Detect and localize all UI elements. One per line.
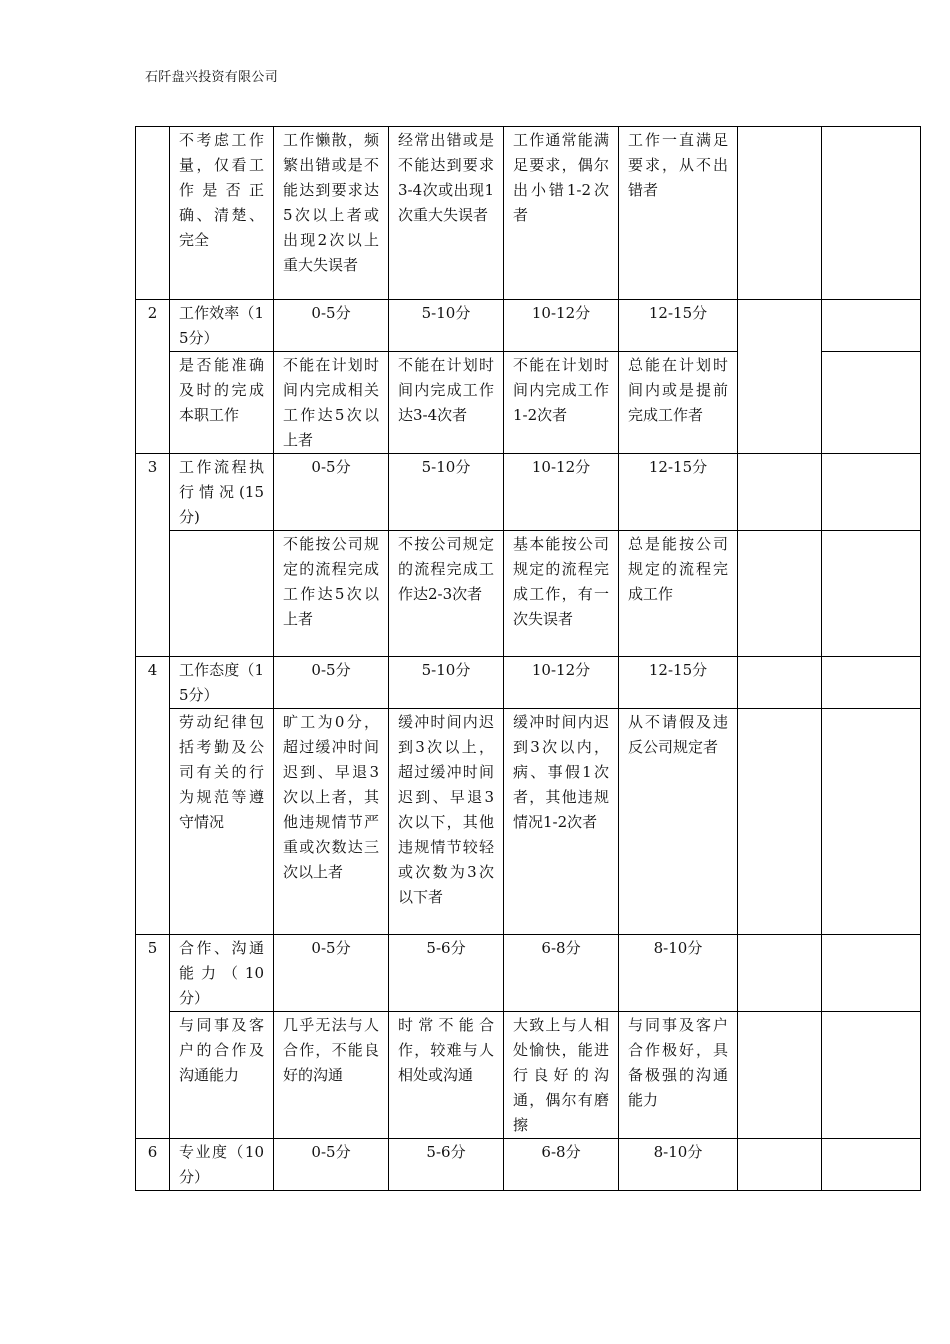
level-1-description: 旷工为0分，超过缓冲时间迟到、早退3次以上者，其他违规情节严重或次数达三次以上者 [274,709,389,935]
final-score-cell [822,300,921,352]
level-2-description: 不能在计划时间内完成工作达3-4次者 [389,352,504,454]
score-range-4: 12-15分 [619,657,738,709]
score-range-3: 10-12分 [504,300,619,352]
score-range-3: 6-8分 [504,1139,619,1191]
score-range-3: 6-8分 [504,935,619,1012]
table-row-item-3-detail [136,531,921,657]
item-title: 合作、沟通能力（10分） [170,935,274,1012]
final-score-cell [822,1139,921,1191]
criteria-description [170,531,274,657]
final-score-cell [822,352,921,454]
criteria-description: 是否能准确及时的完成本职工作 [170,352,274,454]
level-3-description: 基本能按公司规定的流程完成工作，有一次失误者 [504,531,619,657]
final-score-cell [822,657,921,709]
score-range-2: 5-6分 [389,935,504,1012]
level-2-description: 不按公司规定的流程完成工作达2-3次者 [389,531,504,657]
self-score-cell [738,657,822,709]
self-score-cell [738,709,822,935]
score-range-3: 10-12分 [504,454,619,531]
score-range-4: 12-15分 [619,300,738,352]
level-3-description: 缓冲时间内迟到3次以内，病、事假1次者，其他违规情况1-2次者 [504,709,619,935]
item-title: 专业度（10分） [170,1139,274,1191]
score-range-2: 5-10分 [389,300,504,352]
item-number: 5 [136,935,170,1139]
self-score-cell [738,454,822,531]
final-score-cell [822,935,921,1012]
self-score-cell [738,1139,822,1191]
level-2-description: 时常不能合作，较难与人相处或沟通 [389,1012,504,1139]
score-range-2: 5-6分 [389,1139,504,1191]
self-score-cell [738,127,822,300]
item-number: 2 [136,300,170,454]
item-title: 工作流程执行情况(15分) [170,454,274,531]
score-range-1: 0-5分 [274,935,389,1012]
criteria-description: 不考虑工作量，仅看工作是否正确、清楚、完全 [170,127,274,300]
score-range-3: 10-12分 [504,657,619,709]
score-range-1: 0-5分 [274,454,389,531]
final-score-cell [822,709,921,935]
table-row-item-5-detail [136,1012,921,1139]
level-2-description: 经常出错或是不能达到要求3-4次或出现1次重大失误者 [389,127,504,300]
self-score-cell [738,300,822,454]
company-name: 石阡盘兴投资有限公司 [145,70,279,85]
score-range-4: 12-15分 [619,454,738,531]
item-number-cell [136,127,170,300]
self-score-cell [738,1012,822,1139]
level-1-description: 工作懒散，频繁出错或是不能达到要求达5次以上者或出现2次以上重大失误者 [274,127,389,300]
level-1-description: 几乎无法与人合作，不能良好的沟通 [274,1012,389,1139]
table-row-continuation [136,127,921,300]
score-range-1: 0-5分 [274,657,389,709]
item-number: 4 [136,657,170,935]
level-4-description: 与同事及客户合作极好，具备极强的沟通能力 [619,1012,738,1139]
table-row-item-4-detail [136,709,921,935]
level-3-description: 工作通常能满足要求，偶尔出小错1-2次者 [504,127,619,300]
criteria-description: 与同事及客户的合作及沟通能力 [170,1012,274,1139]
final-score-cell [822,127,921,300]
level-1-description: 不能按公司规定的流程完成工作达5次以上者 [274,531,389,657]
score-range-4: 8-10分 [619,1139,738,1191]
level-4-description: 从不请假及违反公司规定者 [619,709,738,935]
table-row-item-4 [136,657,921,709]
item-title: 工作态度（15分） [170,657,274,709]
score-range-2: 5-10分 [389,657,504,709]
level-3-description: 大致上与人相处愉快，能进行良好的沟通，偶尔有磨擦 [504,1012,619,1139]
score-range-4: 8-10分 [619,935,738,1012]
level-4-description: 总是能按公司规定的流程完成工作 [619,531,738,657]
self-score-cell [738,935,822,1012]
item-title: 工作效率（15分） [170,300,274,352]
level-3-description: 不能在计划时间内完成工作1-2次者 [504,352,619,454]
table-row-item-6 [136,1139,921,1191]
item-number: 3 [136,454,170,657]
table-row-item-2 [136,300,921,352]
table-row-item-5 [136,935,921,1012]
final-score-cell [822,531,921,657]
self-score-cell [738,531,822,657]
level-2-description: 缓冲时间内迟到3次以上，超过缓冲时间迟到、早退3次以下，其他违规情节较轻或次数为3次以下者 [389,709,504,935]
score-range-1: 0-5分 [274,300,389,352]
final-score-cell [822,1012,921,1139]
score-range-2: 5-10分 [389,454,504,531]
evaluation-table [135,126,921,1191]
level-4-description: 总能在计划时间内或是提前完成工作者 [619,352,738,454]
level-4-description: 工作一直满足要求，从不出错者 [619,127,738,300]
final-score-cell [822,454,921,531]
score-range-1: 0-5分 [274,1139,389,1191]
criteria-description: 劳动纪律包括考勤及公司有关的行为规范等遵守情况 [170,709,274,935]
level-1-description: 不能在计划时间内完成相关工作达5次以上者 [274,352,389,454]
item-number: 6 [136,1139,170,1191]
table-row-item-3 [136,454,921,531]
